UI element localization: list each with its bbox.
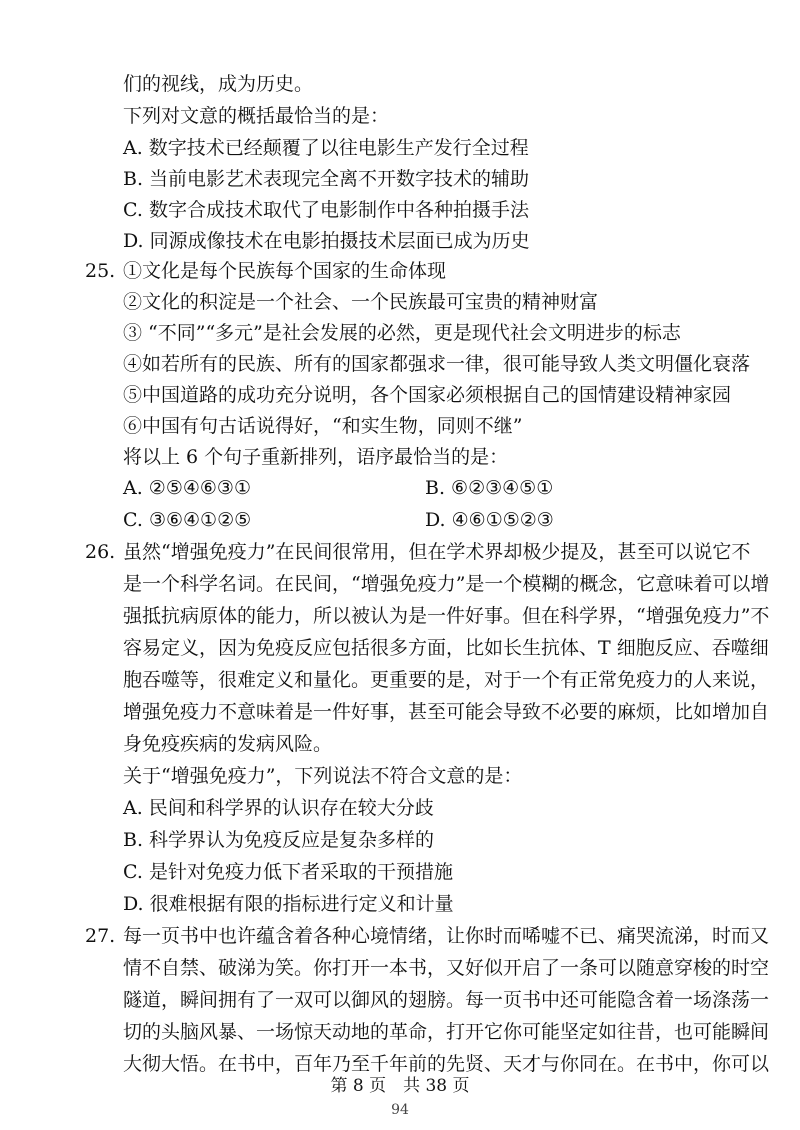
passage-line: 身免疫疾病的发病风险。 xyxy=(123,733,333,755)
question-number: 26. xyxy=(85,541,116,563)
option-b: B. 当前电影艺术表现完全离不开数字技术的辅助 xyxy=(123,168,530,190)
question-27 xyxy=(85,923,769,949)
passage-line: 大彻大悟。在书中，百年乃至千年前的先贤、天才与你同在。在书中，你可以 xyxy=(123,1053,770,1075)
passage-line: 隧道，瞬间拥有了一双可以御风的翅膀。每一页书中还可能隐含着一场涤荡一 xyxy=(123,989,770,1011)
passage-line: 切的头脑风暴、一场惊天动地的革命，打开它你可能坚定如往昔，也可能瞬间 xyxy=(123,1021,770,1043)
option-b: B. 科学界认为免疫反应是复杂多样的 xyxy=(123,829,435,851)
page-code: 94 xyxy=(391,1102,409,1118)
page-number: 第 8 页 共 38 页 xyxy=(330,1076,470,1096)
option-d: D. 同源成像技术在电影拍摄技术层面已成为历史 xyxy=(123,230,530,252)
option-c: C. ③⑥④①②⑤ xyxy=(123,509,252,531)
question-number: 25. xyxy=(85,260,116,282)
passage-line: 情不自禁、破涕为笑。你打开一本书，又好似开启了一条可以随意穿梭的时空 xyxy=(123,957,770,979)
option-b: B. ⑥②③④⑤① xyxy=(425,477,554,499)
option-a: A. 民间和科学界的认识存在较大分歧 xyxy=(123,797,434,819)
question-26 xyxy=(85,539,750,565)
option-d: D. ④⑥①⑤②③ xyxy=(425,509,554,531)
passage-line: 胞吞噬等，很难定义和量化。更重要的是，对于一个有正常免疫力的人来说， xyxy=(123,669,770,691)
passage-line: 容易定义，因为免疫反应包括很多方面，比如长生抗体、T 细胞反应、吞噬细 xyxy=(123,637,769,659)
passage-tail: 们的视线，成为历史。 xyxy=(123,73,314,95)
question-prompt: 下列对文意的概括最恰当的是： xyxy=(123,105,390,127)
question-prompt: 关于“增强免疫力”，下列说法不符合文意的是： xyxy=(123,765,523,787)
question-number: 27. xyxy=(85,925,116,947)
passage-line: 增强免疫力不意味着是一件好事，甚至可能会导致不必要的麻烦，比如增加自 xyxy=(123,701,770,723)
sentence-4: ④如若所有的民族、所有的国家都强求一律，很可能导致人类文明僵化衰落 xyxy=(123,353,751,375)
sentence-2: ②文化的积淀是一个社会、一个民族最可宝贵的精神财富 xyxy=(123,291,599,313)
passage-line: 每一页书中也许蕴含着各种心境情绪，让你时而唏嘘不已、痛哭流涕，时而又 xyxy=(123,925,770,947)
option-c: C. 是针对免疫力低下者采取的干预措施 xyxy=(123,861,453,883)
passage-line: 虽然“增强免疫力”在民间很常用，但在学术界却极少提及，甚至可以说它不 xyxy=(123,541,751,563)
option-d: D. 很难根据有限的指标进行定义和计量 xyxy=(123,893,454,915)
passage-line: 强抵抗病原体的能力，所以被认为是一件好事。但在科学界，“增强免疫力”不 xyxy=(123,605,770,627)
option-a: A. ②⑤④⑥③① xyxy=(123,477,251,499)
sentence-5: ⑤中国道路的成功充分说明，各个国家必须根据自己的国情建设精神家园 xyxy=(123,384,732,406)
option-a: A. 数字技术已经颠覆了以往电影生产发行全过程 xyxy=(123,137,529,159)
sentence-3: ③ “不同”“多元”是社会发展的必然，更是现代社会文明进步的标志 xyxy=(123,322,681,344)
passage-line: 是一个科学名词。在民间，“增强免疫力”是一个模糊的概念，它意味着可以增 xyxy=(123,573,770,595)
option-c: C. 数字合成技术取代了电影制作中各种拍摄手法 xyxy=(123,199,529,221)
question-prompt: 将以上 6 个句子重新排列，语序最恰当的是： xyxy=(123,446,509,468)
question-25 xyxy=(85,258,446,284)
sentence-6: ⑥中国有句古话说得好，“和实生物，同则不继” xyxy=(123,415,523,437)
sentence-1: ①文化是每个民族每个国家的生命体现 xyxy=(123,260,447,282)
